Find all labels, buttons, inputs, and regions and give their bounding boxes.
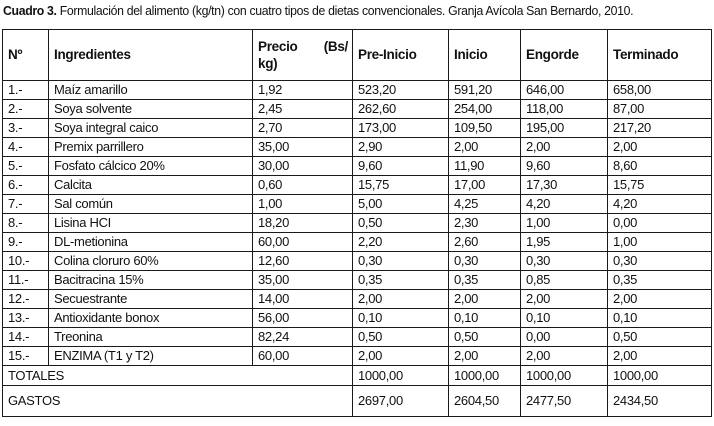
header-precio-line1 [258, 38, 348, 55]
cell-precio: 60,00 [253, 347, 353, 366]
table-row [3, 290, 712, 309]
cell-num: 4.- [3, 138, 49, 157]
totales-inicio: 1000,00 [449, 366, 521, 386]
cell-inicio: 0,30 [449, 252, 521, 271]
cell-num: 9.- [3, 233, 49, 252]
cell-pre-inicio: 523,20 [353, 81, 449, 100]
table-row [3, 81, 712, 100]
cell-terminado: 0,10 [608, 309, 712, 328]
cell-inicio: 2,00 [449, 290, 521, 309]
cell-terminado: 0,50 [608, 328, 712, 347]
cell-precio: 12,60 [253, 252, 353, 271]
cell-terminado: 0,30 [608, 252, 712, 271]
cell-pre-inicio: 2,00 [353, 347, 449, 366]
cell-terminado: 0,35 [608, 271, 712, 290]
cell-num: 7.- [3, 195, 49, 214]
cell-precio: 35,00 [253, 138, 353, 157]
header-inicio: Inicio [449, 30, 521, 81]
cell-inicio: 591,20 [449, 81, 521, 100]
cell-num: 5.- [3, 157, 49, 176]
totales-engorde: 1000,00 [521, 366, 608, 386]
table-body [3, 81, 712, 417]
cell-ingrediente: Secuestrante [49, 290, 253, 309]
cell-pre-inicio: 262,60 [353, 100, 449, 119]
table-row [3, 214, 712, 233]
table-row [3, 138, 712, 157]
cell-precio: 1,00 [253, 195, 353, 214]
cell-inicio: 0,10 [449, 309, 521, 328]
cell-ingrediente: Soya integral caico [49, 119, 253, 138]
cell-inicio: 4,25 [449, 195, 521, 214]
cell-terminado: 1,00 [608, 233, 712, 252]
cell-pre-inicio: 2,00 [353, 290, 449, 309]
cell-engorde: 9,60 [521, 157, 608, 176]
cell-terminado: 15,75 [608, 176, 712, 195]
cell-ingrediente: DL-metionina [49, 233, 253, 252]
cell-inicio: 2,00 [449, 347, 521, 366]
cell-num: 10.- [3, 252, 49, 271]
cell-pre-inicio: 173,00 [353, 119, 449, 138]
cell-precio: 56,00 [253, 309, 353, 328]
cell-terminado: 87,00 [608, 100, 712, 119]
header-pre-inicio: Pre-Inicio [353, 30, 449, 81]
cell-pre-inicio: 15,75 [353, 176, 449, 195]
cell-ingrediente: Treonina [49, 328, 253, 347]
cell-terminado: 2,00 [608, 290, 712, 309]
totales-terminado: 1000,00 [608, 366, 712, 386]
cell-engorde: 0,00 [521, 328, 608, 347]
cell-ingrediente: Maíz amarillo [49, 81, 253, 100]
cell-engorde: 1,95 [521, 233, 608, 252]
cell-engorde: 2,00 [521, 138, 608, 157]
cell-engorde: 0,10 [521, 309, 608, 328]
feed-formulation-table [2, 29, 712, 417]
cell-precio: 0,60 [253, 176, 353, 195]
cell-ingrediente: Lisina HCI [49, 214, 253, 233]
table-row [3, 119, 712, 138]
header-engorde: Engorde [521, 30, 608, 81]
cell-engorde: 118,00 [521, 100, 608, 119]
table-row [3, 233, 712, 252]
cell-engorde: 195,00 [521, 119, 608, 138]
header-precio [253, 30, 353, 81]
cell-precio: 18,20 [253, 214, 353, 233]
cell-precio: 35,00 [253, 271, 353, 290]
cell-engorde: 2,00 [521, 347, 608, 366]
cell-pre-inicio: 0,50 [353, 328, 449, 347]
cell-precio: 30,00 [253, 157, 353, 176]
cell-num: 3.- [3, 119, 49, 138]
cell-ingrediente: Calcita [49, 176, 253, 195]
cell-ingrediente: Sal común [49, 195, 253, 214]
header-precio-word: Precio [258, 39, 298, 54]
cell-terminado: 8,60 [608, 157, 712, 176]
cell-engorde: 0,85 [521, 271, 608, 290]
cell-pre-inicio: 2,20 [353, 233, 449, 252]
cell-inicio: 0,50 [449, 328, 521, 347]
cell-ingrediente: ENZIMA (T1 y T2) [49, 347, 253, 366]
table-row [3, 252, 712, 271]
table-caption [3, 3, 633, 18]
cell-inicio: 0,35 [449, 271, 521, 290]
gastos-pre-inicio: 2697,00 [353, 386, 449, 417]
cell-engorde: 4,20 [521, 195, 608, 214]
cell-terminado: 2,00 [608, 347, 712, 366]
cell-pre-inicio: 0,50 [353, 214, 449, 233]
cell-num: 6.- [3, 176, 49, 195]
cell-inicio: 2,00 [449, 138, 521, 157]
header-precio-line2: kg) [258, 56, 278, 71]
cell-engorde: 1,00 [521, 214, 608, 233]
cell-ingrediente: Fosfato cálcico 20% [49, 157, 253, 176]
cell-engorde: 17,30 [521, 176, 608, 195]
table-row [3, 347, 712, 366]
cell-ingrediente: Soya solvente [49, 100, 253, 119]
caption-label: Cuadro 3. [3, 3, 57, 18]
header-terminado: Terminado [608, 30, 712, 81]
cell-terminado: 217,20 [608, 119, 712, 138]
table-row [3, 157, 712, 176]
cell-ingrediente: Antioxidante bonox [49, 309, 253, 328]
table-row [3, 309, 712, 328]
cell-num: 8.- [3, 214, 49, 233]
gastos-label: GASTOS [3, 386, 353, 417]
table-row [3, 195, 712, 214]
cell-engorde: 2,00 [521, 290, 608, 309]
totales-label: TOTALES [3, 366, 353, 386]
cell-inicio: 109,50 [449, 119, 521, 138]
cell-terminado: 4,20 [608, 195, 712, 214]
cell-num: 11.- [3, 271, 49, 290]
cell-pre-inicio: 0,10 [353, 309, 449, 328]
header-num: Nº [3, 30, 49, 81]
header-ingredientes: Ingredientes [49, 30, 253, 81]
table-header-row [3, 30, 712, 81]
cell-pre-inicio: 2,90 [353, 138, 449, 157]
cell-num: 1.- [3, 81, 49, 100]
gastos-engorde: 2477,50 [521, 386, 608, 417]
table-row [3, 100, 712, 119]
cell-terminado: 2,00 [608, 138, 712, 157]
cell-precio: 82,24 [253, 328, 353, 347]
cell-precio: 1,92 [253, 81, 353, 100]
table-row [3, 271, 712, 290]
cell-engorde: 646,00 [521, 81, 608, 100]
cell-pre-inicio: 0,30 [353, 252, 449, 271]
cell-precio: 2,70 [253, 119, 353, 138]
cell-pre-inicio: 0,35 [353, 271, 449, 290]
cell-engorde: 0,30 [521, 252, 608, 271]
cell-precio: 60,00 [253, 233, 353, 252]
cell-ingrediente: Bacitracina 15% [49, 271, 253, 290]
cell-precio: 2,45 [253, 100, 353, 119]
gastos-row [3, 386, 712, 417]
cell-precio: 14,00 [253, 290, 353, 309]
cell-inicio: 17,00 [449, 176, 521, 195]
cell-num: 13.- [3, 309, 49, 328]
cell-num: 15.- [3, 347, 49, 366]
cell-pre-inicio: 9,60 [353, 157, 449, 176]
cell-pre-inicio: 5,00 [353, 195, 449, 214]
totales-pre-inicio: 1000,00 [353, 366, 449, 386]
cell-ingrediente: Colina cloruro 60% [49, 252, 253, 271]
totales-row [3, 366, 712, 386]
cell-terminado: 0,00 [608, 214, 712, 233]
cell-inicio: 2,30 [449, 214, 521, 233]
cell-inicio: 11,90 [449, 157, 521, 176]
header-precio-unit: (Bs/ [323, 39, 348, 54]
cell-num: 14.- [3, 328, 49, 347]
cell-num: 2.- [3, 100, 49, 119]
cell-inicio: 2,60 [449, 233, 521, 252]
gastos-terminado: 2434,50 [608, 386, 712, 417]
table-row [3, 328, 712, 347]
cell-ingrediente: Premix parrillero [49, 138, 253, 157]
table-row [3, 176, 712, 195]
cell-inicio: 254,00 [449, 100, 521, 119]
cell-terminado: 658,00 [608, 81, 712, 100]
caption-text: Formulación del alimento (kg/tn) con cuatro tipos de dietas convencionales. Granja Avícola San Bernardo, 2010. [56, 3, 634, 18]
cell-num: 12.- [3, 290, 49, 309]
gastos-inicio: 2604,50 [449, 386, 521, 417]
